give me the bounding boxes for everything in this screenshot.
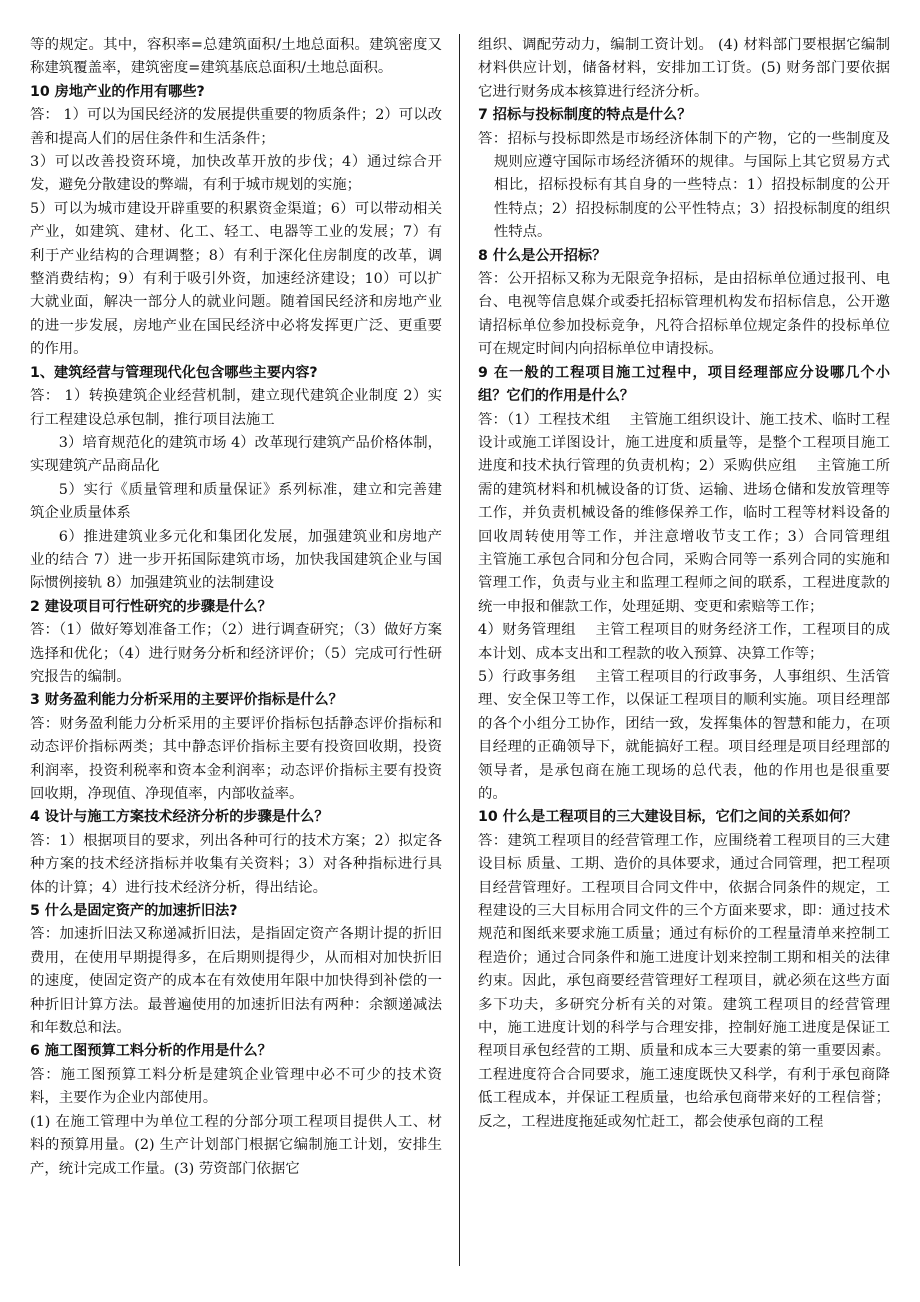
question-heading: 10 什么是工程项目的三大建设目标，它们之间的关系如何？ <box>478 809 858 826</box>
answer-paragraph: 答：建筑工程项目的经营管理工作，应围绕着工程项目的三大建设目标 质量、工期、造价的具体要求，通过合同管理，把工程项目经营管理好。工程项目合同文件中，依据合同条件的规定，工程建设的三大目标用合同文件的三个方面来要求，即：通过技术规范和图纸来要求施工质量；通过有标价的工程量清单来控制工程造价；通过合同条件和施工进度计划来控制工期和相关的法律约束。因此，承包商要经营管理好工程项目，就必须在这些方面多下功夫，多研究分析有关的对策。建筑工程项目的经营管理中，施工进度计划的科学与合理安排，控制好施工进度是保证工程项目承包经营的工期、质量和成本三大要素的第一重要因素。工程进度符合合同要求，施工速度既快又科学，有利于承包商降低工程成本，并保证工程质量，也给承包商带来好的工程信誉；反之，工程进度拖延或匆忙赶工，都会使承包商的工程 <box>478 832 890 1130</box>
question-heading: 7 招标与投标制度的特点是什么？ <box>478 107 692 124</box>
answer-paragraph: 答：施工图预算工料分析是建筑企业管理中必不可少的技术资料，主要作为企业内部使用。 <box>30 1066 442 1107</box>
left-column <box>30 34 442 1181</box>
question-heading: 5 什么是固定资产的加速折旧法? <box>30 903 238 920</box>
question-heading: 9 在一般的工程项目施工过程中，项目经理部应分设哪几个小组？它们的作用是什么？ <box>478 364 890 405</box>
column-divider <box>459 34 460 1266</box>
answer-paragraph: 6）推进建筑业多元化和集团化发展，加强建筑业和房地产业的结合 7）进一步开拓国际建筑市场，加快我国建筑企业与国际惯例接轨 8）加强建筑业的法制建设 <box>30 528 442 592</box>
answer-paragraph: 答：（1）工程技术组 主管施工组织设计、施工技术、临时工程设计或施工详图设计，施工进度和质量等，是整个工程项目施工进度和技术执行管理的负责机构；2）采购供应组 主管施工所需的建筑材料和机械设备的订货、运输、进场仓储和发放管理等工作，并负责机械设备的维修保养工作，临时工程等材料设备的回收周转使用等工作，并注意增收节支工作；3）合同管理组 主管施工承包合同和分包合同，采购合同等一系列合同的实施和管理工作，负责与业主和监理工程师之间的联系，工程进度款的统一申报和催款工作，处理延期、变更和索赔等工作； <box>478 411 909 615</box>
answer-paragraph: 答：（1）做好筹划准备工作；（2）进行调查研究；（3）做好方案选择和优化；（4）进行财务分析和经济评价；（5）完成可行性研究报告的编制。 <box>30 622 442 685</box>
right-column <box>478 34 909 1134</box>
answer-paragraph: 等的规定。其中，容积率=总建筑面积/土地总面积。建筑密度又称建筑覆盖率，建筑密度=建筑基底总面积/土地总面积。 <box>30 37 442 77</box>
answer-paragraph: 5）行政事务组 主管工程项目的行政事务，人事组织、生活管理、安全保卫等工作，以保证工程项目的顺利实施。项目经理部的各个小组分工协作，团结一致，发挥集体的智慧和能力，在项目经理的正确领导下，就能搞好工程。项目经理是项目经理部的领导者，是承包商在施工现场的总代表，他的作用也是很重要的。 <box>478 668 890 802</box>
answer-paragraph: 答：公开招标又称为无限竞争招标，是由招标单位通过报刊、电台、电视等信息媒介或委托招标管理机构发布招标信息，公开邀请招标单位参加投标竞争，凡符合招标单位规定条件的投标单位可在规定时间内向招标单位申请投标。 <box>478 271 890 358</box>
answer-paragraph: 3）培育规范化的建筑市场 4）改革现行建筑产品价格体制，实现建筑产品商品化 <box>30 434 442 475</box>
answer-paragraph: 答： 1）可以为国民经济的发展提供重要的物质条件；2）可以改善和提高人们的居住条件和生活条件； <box>30 107 442 147</box>
answer-paragraph: 答：加速折旧法又称递减折旧法，是指固定资产各期计提的折旧费用，在使用早期提得多，在后期则提得少，从而相对加快折旧的速度，使固定资产的成本在有效使用年限中加快得到补偿的一种折旧计算方法。最普遍使用的加速折旧法有两种：余额递减法和年数总和法。 <box>30 926 442 1037</box>
question-heading: 6 施工图预算工料分析的作用是什么？ <box>30 1043 272 1060</box>
answer-paragraph: 答：财务盈利能力分析采用的主要评价指标包括静态评价指标和动态评价指标两类；其中静态评价指标主要有投资回收期，投资利润率，投资利税率和资本金利润率；动态评价指标主要有投资回收期，净现值、净现值率，内部收益率。 <box>30 715 442 802</box>
question-heading: 1、建筑经营与管理现代化包含哪些主要内容? <box>30 364 318 381</box>
question-heading: 3 财务盈利能力分析采用的主要评价指标是什么？ <box>30 692 343 709</box>
question-heading: 10 房地产业的作用有哪些? <box>30 83 205 100</box>
answer-paragraph: 答： 1）转换建筑企业经营机制，建立现代建筑企业制度 2）实行工程建设总承包制，推行项目法施工 <box>30 388 442 428</box>
answer-paragraph: 5）可以为城市建设开辟重要的积累资金渠道；6）可以带动相关产业，如建筑、建材、化工、轻工、电器等工业的发展；7）有利于产业结构的合理调整；8）有利于深化住房制度的改革，调整消费结构；9）有利于吸引外资，加速经济建设；10）可以扩大就业面，解决一部分人的就业问题。随着国民经济和房地产业的进一步发展，房地产业在国民经济中必将发挥更广泛、更重要的作用。 <box>30 200 442 358</box>
answer-paragraph: 答：招标与投标即然是市场经济体制下的产物，它的一些制度及规则应遵守国际市场经济循环的规律。与国际上其它贸易方式相比，招标投标有其自身的一些特点：1）招投标制度的公开性特点；2）招投标制度的公平性特点；3）招投标制度的组织性特点。 <box>478 130 890 241</box>
question-heading: 2 建设项目可行性研究的步骤是什么？ <box>30 598 272 615</box>
answer-paragraph: 5）实行《质量管理和质量保证》系列标准，建立和完善建筑企业质量体系 <box>30 481 442 522</box>
question-heading: 8 什么是公开招标？ <box>478 247 607 264</box>
answer-paragraph: 3）可以改善投资环境，加快改革开放的步伐；4）通过综合开发，避免分散建设的弊端，有利于城市规划的实施； <box>30 154 442 194</box>
answer-paragraph: (1) 在施工管理中为单位工程的分部分项工程项目提供人工、材料的预算用量。(2) 生产计划部门根据它编制施工计划，安排生产，统计完成工作量。(3) 劳资部门依据它 <box>30 1113 442 1177</box>
question-heading: 4 设计与施工方案技术经济分析的步骤是什么？ <box>30 809 329 826</box>
answer-paragraph: 4）财务管理组 主管工程项目的财务经济工作，工程项目的成本计划、成本支出和工程款的收入预算、决算工作等； <box>478 622 890 662</box>
answer-paragraph: 答：1）根据项目的要求，列出各种可行的技术方案；2）拟定各种方案的技术经济指标并收集有关资料；3）对各种指标进行具体的计算；4）进行技术经济分析，得出结论。 <box>30 832 442 896</box>
answer-paragraph: 组织、调配劳动力，编制工资计划。 (4) 材料部门要根据它编制材料供应计划，储备材料，安排加工订货。(5) 财务部门要依据它进行财务成本核算进行经济分析。 <box>478 37 890 100</box>
